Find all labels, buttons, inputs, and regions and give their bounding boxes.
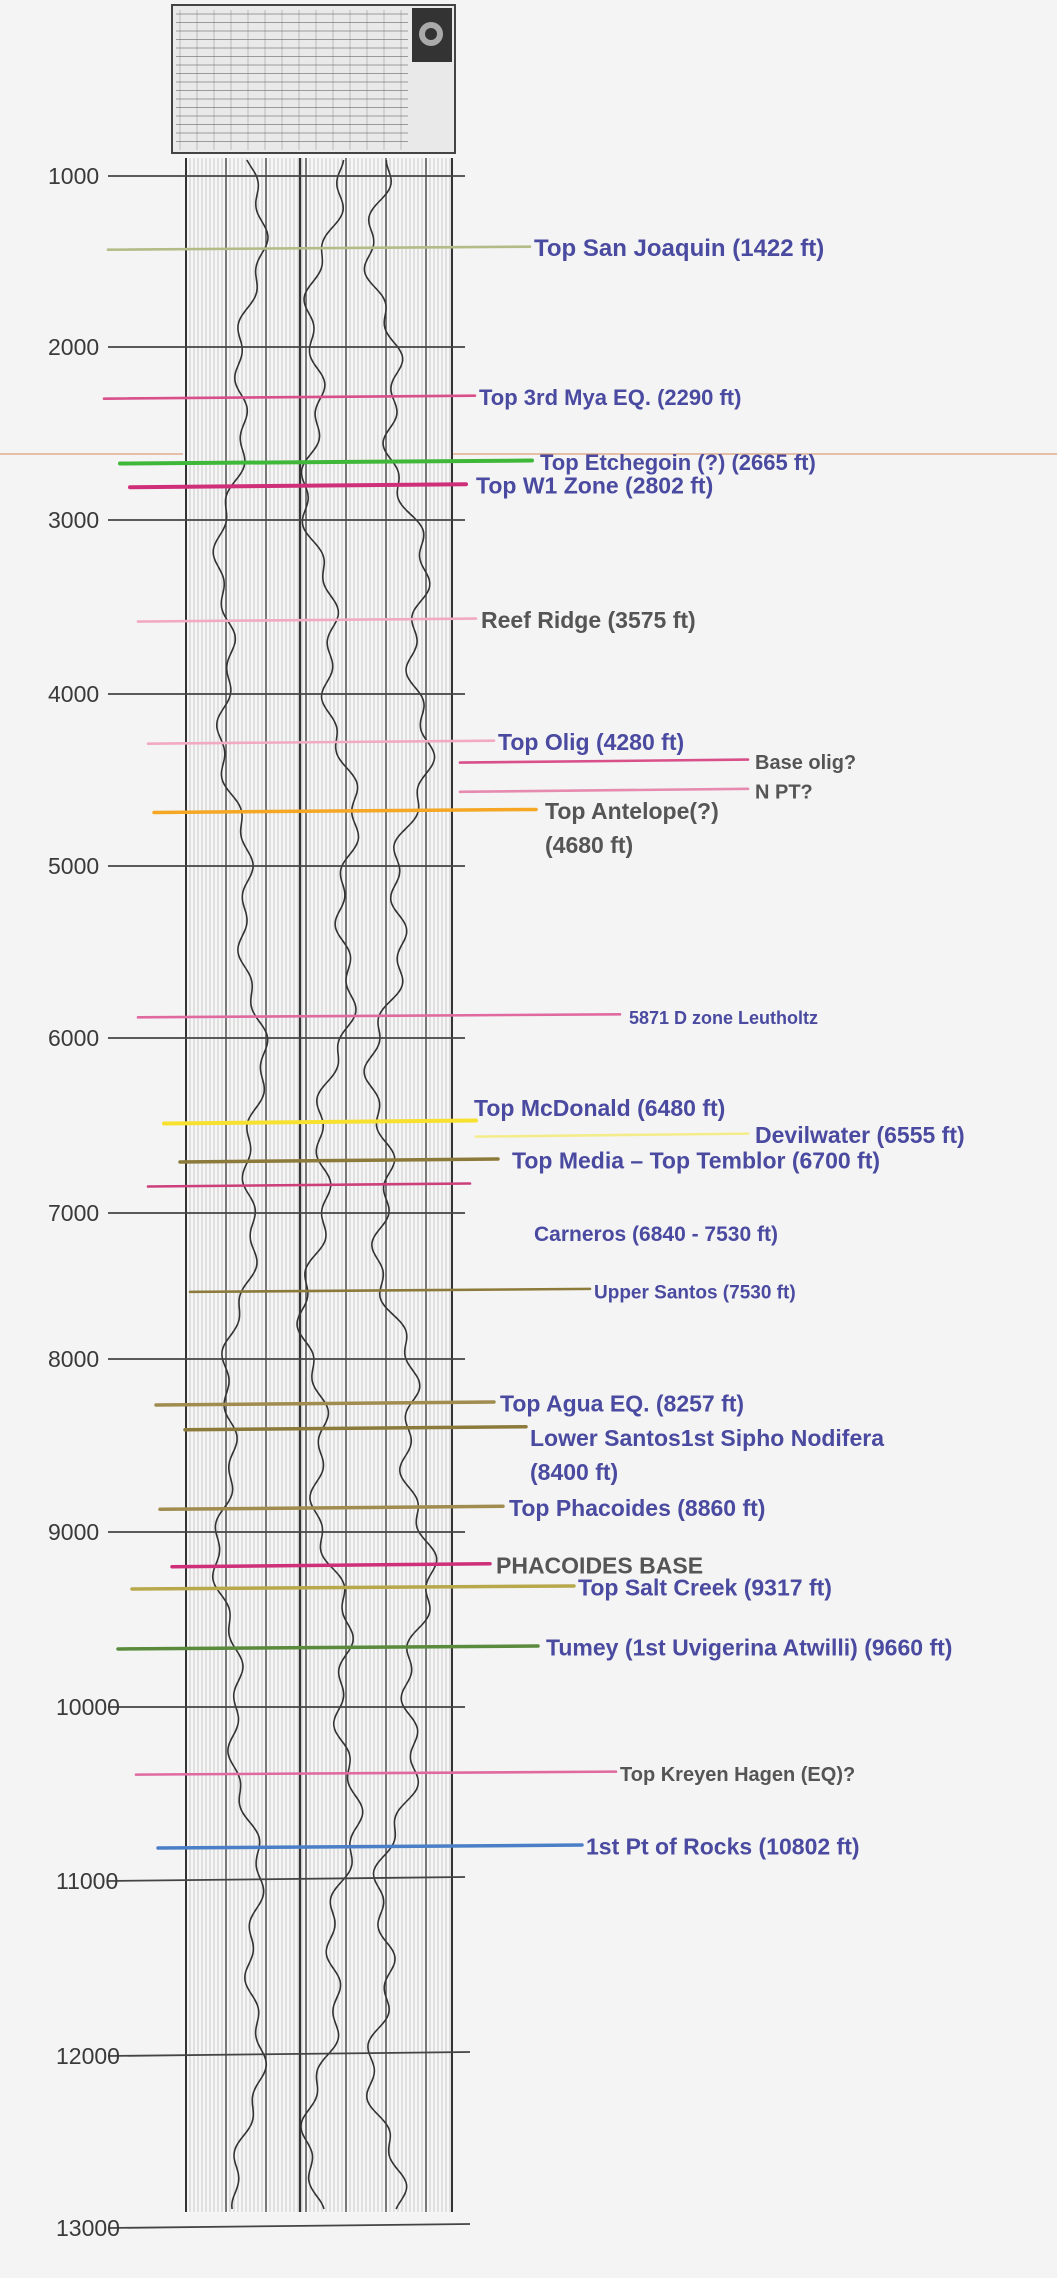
formation-top-label: PHACOIDES BASE [496, 1552, 704, 1579]
formation-top-label: N PT? [755, 781, 813, 804]
formation-top-label: 1st Pt of Rocks (10802 ft) [586, 1833, 860, 1860]
formation-top-label: Top Antelope(?) [545, 797, 719, 824]
formation-top-label: Top 3rd Mya EQ. (2290 ft) [479, 385, 742, 411]
depth-tick-label: 8000 [48, 1346, 100, 1372]
formation-top-label: Top Olig (4280 ft) [498, 729, 685, 756]
formation-top-label: Tumey (1st Uvigerina Atwilli) (9660 ft) [546, 1634, 953, 1661]
formation-top-label: Top Phacoides (8860 ft) [509, 1494, 766, 1521]
formation-top-label: Lower Santos1st Sipho Nodifera [530, 1425, 884, 1452]
formation-top-label: Top W1 Zone (2802 ft) [476, 472, 714, 499]
depth-tick-label: 3000 [48, 507, 100, 533]
depth-tick-label: 10000 [56, 1694, 120, 1720]
depth-tick-label: 12000 [56, 2043, 120, 2069]
depth-tick-label: 6000 [48, 1025, 100, 1051]
formation-top-label: Top San Joaquin (1422 ft) [534, 235, 825, 263]
formation-top-label: Top Kreyen Hagen (EQ)? [620, 1764, 856, 1787]
formation-top-label: Devilwater (6555 ft) [755, 1122, 965, 1149]
depth-tick-label: 5000 [48, 853, 100, 879]
formation-top-label: Top Salt Creek (9317 ft) [578, 1574, 832, 1601]
depth-tick-label: 2000 [48, 334, 100, 360]
depth-tick-label: 13000 [56, 2215, 120, 2241]
formation-top-label: Upper Santos (7530 ft) [594, 1282, 796, 1304]
formation-top-label: Top McDonald (6480 ft) [474, 1095, 726, 1121]
formation-top-label: Reef Ridge (3575 ft) [481, 607, 696, 634]
depth-tick-label: 1000 [48, 163, 100, 189]
depth-tick-label: 7000 [48, 1200, 100, 1226]
depth-tick-label: 11000 [56, 1868, 119, 1894]
log-header [172, 5, 455, 153]
formation-top-label: 5871 D zone Leutholtz [629, 1007, 819, 1028]
formation-top-label: Carneros (6840 - 7530 ft) [534, 1223, 778, 1246]
formation-top-label: Top Etchegoin (?) (2665 ft) [540, 450, 816, 476]
formation-top-label: (8400 ft) [530, 1459, 619, 1486]
depth-tick-label: 9000 [48, 1519, 100, 1545]
formation-top-label: Top Media – Top Temblor (6700 ft) [512, 1147, 881, 1174]
formation-top-label: Top Agua EQ. (8257 ft) [500, 1390, 745, 1417]
formation-top-label: (4680 ft) [545, 831, 634, 858]
depth-tick-label: 4000 [48, 681, 100, 707]
formation-top-label: Base olig? [755, 752, 857, 775]
